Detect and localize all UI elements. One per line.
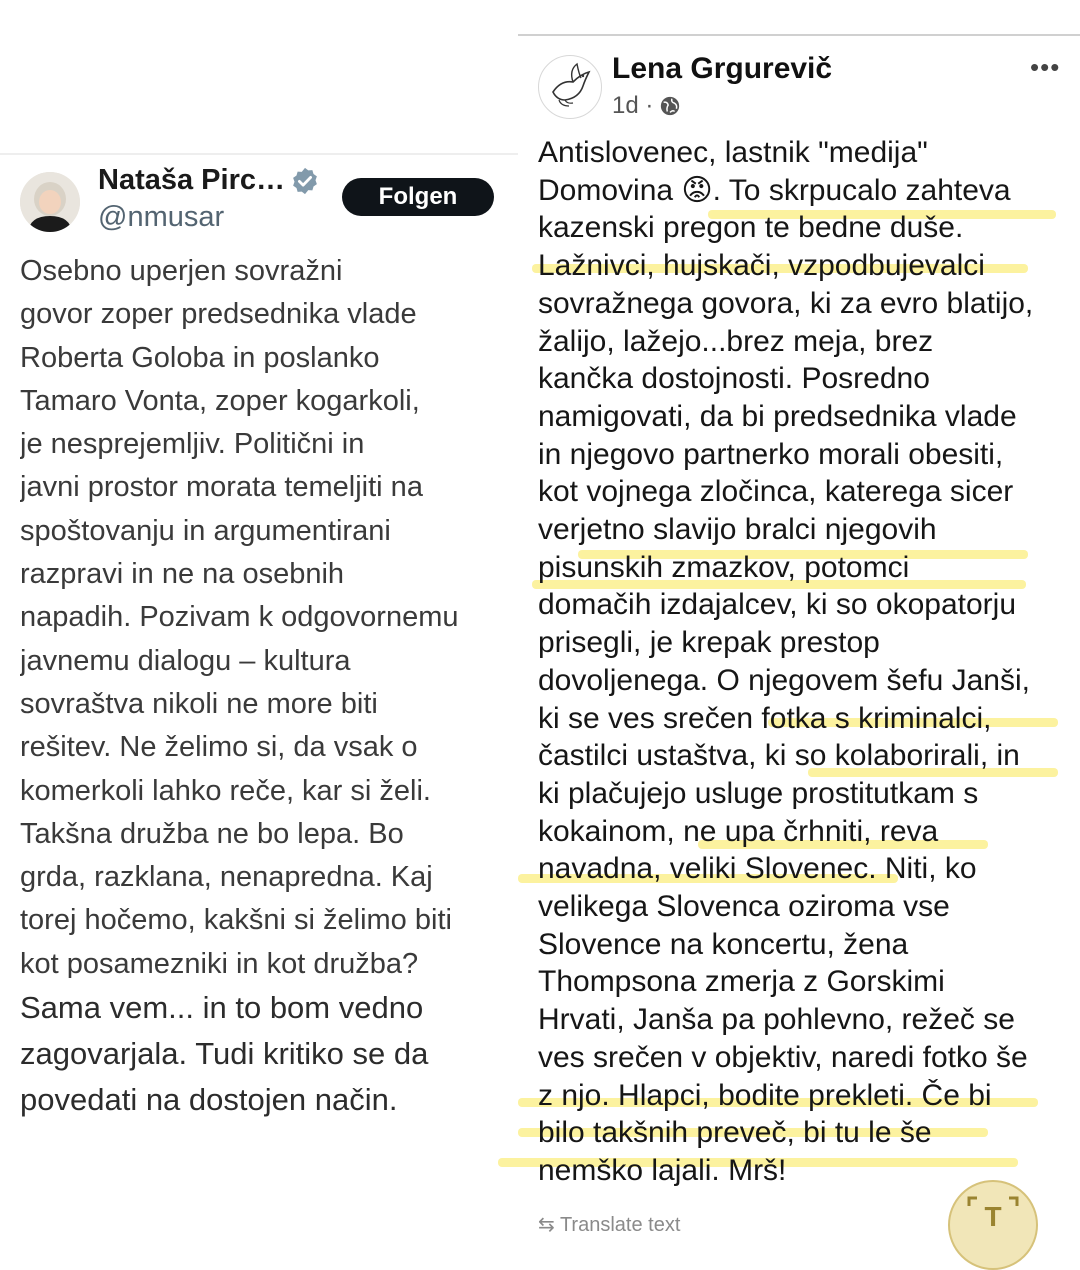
author-handle[interactable]: @nmusar bbox=[98, 201, 225, 233]
divider bbox=[0, 153, 518, 155]
svg-text:T: T bbox=[984, 1201, 1002, 1232]
avatar[interactable] bbox=[20, 172, 80, 232]
translate-icon: ⇆ bbox=[538, 1214, 560, 1236]
post-text: Antislovenec, lastnik "medija" Domovina 😡. To skrpucalo zahteva kazenski pregon te bedne duše. Lažnivci, hujskači, vzpodbujevalci sovražnega govora, ki za evro blatijo, žalijo, lažejo...brez meja, brez kančka dostojnosti. Posredno namigovati, da bi predsednika vlade in njegovo partnerko morali obesiti, kot vojnega zločinca, katerega sicer verjetno slavijo bralci njegovih pisunskih zmazkov, potomci domačih izdajalcev, ki so okopatorju prisegli, je krepak prestop dovoljenega. O njegovem šefu Janši, ki se ves srečen fotka s kriminalci, častilci ustaštva, ki so kolaborirali, in ki plačujejo usluge prostitutkam s kokainom, ne upa črhniti, reva navadna, veliki Slovenec. Niti, ko velikega Slovenca oziroma vse Slovence na koncertu, žena Thompsona zmerja z Gorskimi Hrvati, Janša pa pohlevno, režeč se ves srečen v objektiv, naredi fotko še z njo. Hlapci, bodite prekleti. Če bi bilo takšnih preveč, bi tu le še nemško lajali. Mrš! bbox=[538, 136, 1034, 1187]
divider bbox=[518, 34, 1080, 36]
author-name[interactable]: Lena Grgurevič bbox=[612, 52, 833, 85]
timestamp-text: 1d · bbox=[612, 92, 654, 119]
facebook-post bbox=[518, 0, 1080, 1236]
author-name[interactable]: Nataša Pirc… bbox=[98, 164, 285, 196]
globe-icon bbox=[659, 95, 681, 117]
tweet-text: Osebno uperjen sovražni govor zoper predsednika vlade Roberta Goloba in poslanko Tamaro Vonta, zoper kogarkoli, je nesprejemljiv. Politični in javni prostor morata temeljiti na spoštovanju in argumentirani razpravi in ne na osebnih napadih. Pozivam k odgovornemu javnemu dialogu – kultura sovraštva nikoli ne more biti rešitev. Ne želimo si, da vsak o komerkoli lahko reče, kar si želi. Takšna družba ne bo lepa. Bo grda, razklana, nenapredna. Kaj torej hočemo, kakšni si želimo biti kot posamezniki in kot družba? bbox=[20, 255, 459, 978]
dove-avatar-icon bbox=[539, 56, 601, 118]
more-options-button[interactable]: ••• bbox=[1030, 52, 1061, 82]
verified-badge-icon bbox=[290, 166, 320, 196]
tweet-card bbox=[0, 0, 518, 1228]
translate-link[interactable]: ⇆ Translate text bbox=[538, 1214, 681, 1236]
added-caption: Sama vem... in to bom vedno zagovarjala. Tudi kritiko se da povedati na dostojen način. bbox=[20, 990, 429, 1117]
avatar[interactable] bbox=[538, 55, 602, 119]
follow-button[interactable]: Folgen bbox=[342, 178, 494, 216]
post-timestamp[interactable] bbox=[612, 92, 681, 120]
avatar-portrait-icon bbox=[20, 172, 80, 232]
